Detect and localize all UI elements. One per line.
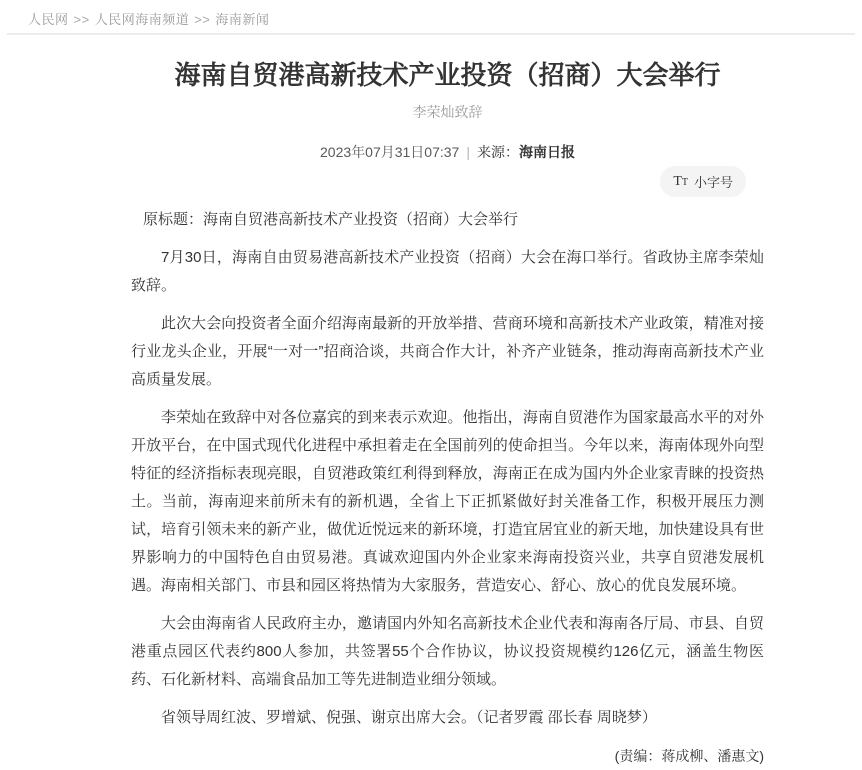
font-size-button-label: 小字号	[693, 175, 733, 190]
publish-date: 2023年07月31日07:37	[320, 144, 460, 160]
article-meta	[131, 142, 764, 162]
article	[131, 59, 764, 770]
article-paragraph: 此次大会向投资者全面介绍海南最新的开放举措、营商环境和高新技术产业政策，精准对接行业龙头企业，开展“一对一”招商洽谈，共商合作大计，补齐产业链条，推动海南高新技术产业高质量发展。	[131, 315, 764, 388]
source-label: 来源：	[476, 144, 519, 160]
source-link[interactable]: 海南日报	[518, 144, 575, 160]
breadcrumb-separator: >>	[73, 12, 90, 27]
article-paragraph: 省领导周红波、罗增斌、倪强、谢京出席大会。（记者罗霞 邵长春 周晓梦）	[161, 709, 657, 726]
font-size-button[interactable]	[660, 166, 746, 197]
article-paragraph: 7月30日，海南自由贸易港高新技术产业投资（招商）大会在海口举行。省政协主席李荣灿致辞。	[131, 249, 764, 294]
breadcrumb-link-renminwang[interactable]: 人民网	[28, 12, 69, 27]
header-divider-line	[7, 33, 855, 35]
article-paragraph: 大会由海南省人民政府主办，邀请国内外知名高新技术企业代表和海南各厅局、市县、自贸港重点园区代表约800人参加，共签署55个合作协议，协议投资规模约126亿元，涵盖生物医药、石化新材料、高端食品加工等先进制造业细分领域。	[131, 615, 764, 688]
article-title: 海南自贸港高新技术产业投资（招商）大会举行	[174, 60, 721, 90]
editors-note: (责编：蒋成柳、潘惠文)	[614, 748, 764, 764]
breadcrumb-separator: >>	[194, 12, 211, 27]
article-toolbar	[131, 166, 764, 198]
article-subtitle: 李荣灿致辞	[412, 104, 483, 120]
breadcrumb-link-hainan-news[interactable]: 海南新闻	[215, 12, 270, 27]
original-title: 原标题：海南自贸港高新技术产业投资（招商）大会举行	[143, 211, 519, 228]
font-size-icon: T T	[673, 173, 688, 189]
article-body	[131, 206, 764, 770]
meta-divider: |	[466, 144, 470, 160]
breadcrumb-link-hainan-channel[interactable]: 人民网海南频道	[94, 12, 190, 27]
breadcrumb	[0, 0, 862, 33]
article-paragraph: 李荣灿在致辞中对各位嘉宾的到来表示欢迎。他指出，海南自贸港作为国家最高水平的对外开放平台，在中国式现代化进程中承担着走在全国前列的使命担当。今年以来，海南体现外向型特征的经济指标表现亮眼，自贸港政策红利得到释放，海南正在成为国内外企业家青睐的投资热土。当前，海南迎来前所未有的新机遇，全省上下正抓紧做好封关准备工作，积极开展压力测试，培育引领未来的新产业，做优近悦远来的新环境，打造宜居宜业的新天地，加快建设具有世界影响力的中国特色自由贸易港。真诚欢迎国内外企业家来海南投资兴业，共享自贸港发展机遇。海南相关部门、市县和园区将热情为大家服务，营造安心、舒心、放心的优良发展环境。	[131, 409, 764, 594]
